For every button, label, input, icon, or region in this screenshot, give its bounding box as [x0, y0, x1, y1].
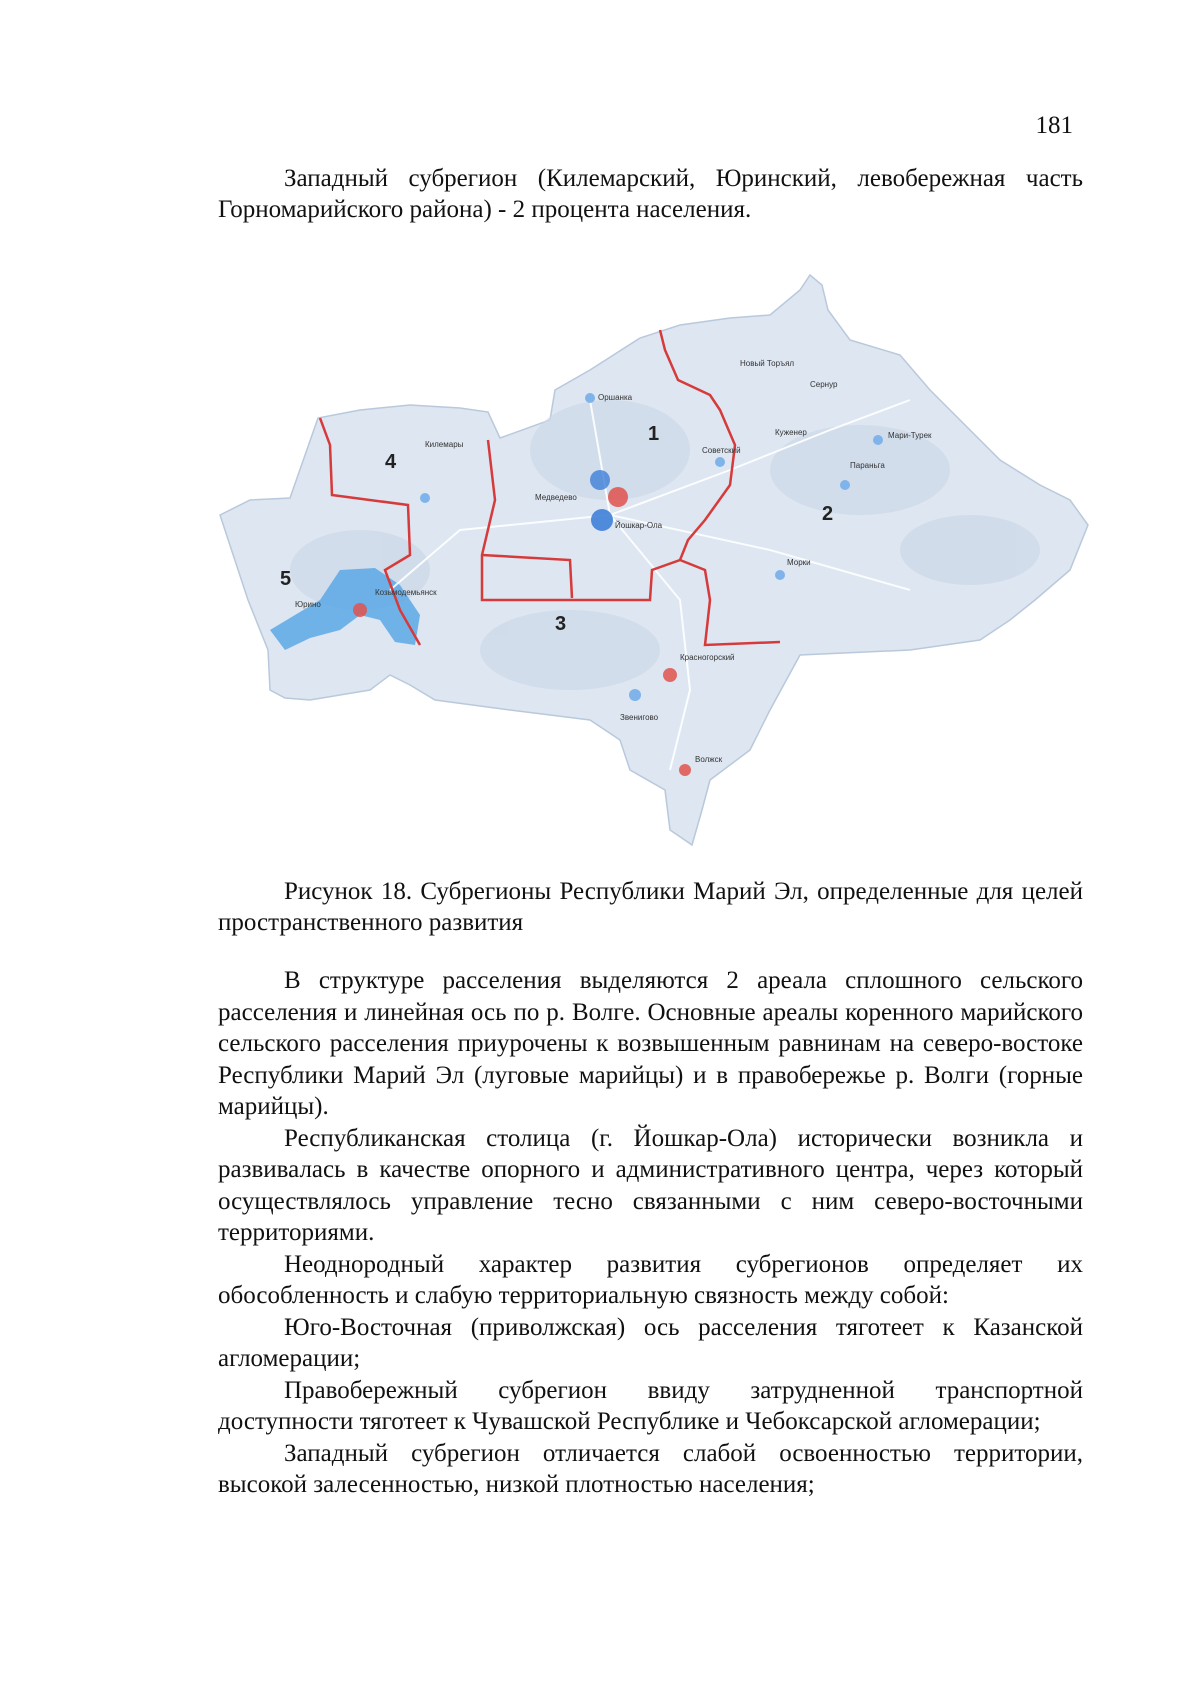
town-volzhsk: Волжск	[695, 755, 723, 764]
marker-krasnogorskiy	[663, 668, 677, 682]
marker-orshanka	[585, 393, 595, 403]
town-morki: Морки	[787, 558, 811, 567]
town-paranga: Параньга	[850, 461, 885, 470]
body-paragraph-6: Западный субрегион отличается слабой освоенностью территории, высокой залесенностью, низкой плотностью населения;	[218, 1439, 1083, 1498]
town-krasnogorskiy: Красногорский	[680, 653, 735, 662]
body-text	[218, 965, 1083, 1501]
marker-kilemary	[420, 493, 430, 503]
town-noviy-toryal: Новый Торъял	[740, 359, 795, 368]
marker-yoshkar-ola-blue	[591, 509, 613, 531]
body-paragraph-3: Неоднородный характер развития субрегионов определяет их обособленность и слабую территориальную связность между собой:	[218, 1250, 1083, 1309]
marker-yoshkar-ola-red	[608, 487, 628, 507]
marker-zvenigovo	[629, 689, 641, 701]
body-paragraph-1: В структуре расселения выделяются 2 ареала сплошного сельского расселения и линейная ось по р. Волге. Основные ареалы коренного марийского сельского расселения приурочены к возвышенным равнинам на северо-востоке Республики Марий Эл (луговые марийцы) и в правобережье р. Волги (горные марийцы).	[218, 967, 1083, 1120]
town-medvedevo: Медведево	[535, 493, 577, 502]
town-kozmodemyansk: Козьмодемьянск	[375, 588, 437, 597]
marker-medvedevo	[590, 470, 610, 490]
region-label-3: 3	[555, 613, 567, 635]
town-kilemary: Килемары	[425, 440, 464, 449]
town-kuzhener: Куженер	[775, 428, 807, 437]
region-label-5: 5	[280, 568, 292, 590]
subregions-map	[210, 270, 1090, 860]
body-paragraph-4: Юго-Восточная (приволжская) ось расселения тяготеет к Казанской агломерации;	[218, 1313, 1083, 1372]
town-yurino: Юрино	[295, 600, 321, 609]
town-orshanka: Оршанка	[598, 393, 633, 402]
marker-paranga	[840, 480, 850, 490]
marker-morki	[775, 570, 785, 580]
marker-sovetskiy	[715, 457, 725, 467]
marker-volzhsk	[679, 764, 691, 776]
town-sernur: Сернур	[810, 380, 838, 389]
figure-map	[210, 270, 1090, 860]
town-yoshkar-ola: Йошкар-Ола	[615, 521, 663, 530]
intro-paragraph: Западный субрегион (Килемарский, Юринский, левобережная часть Горномарийского района) - 2 процента населения.	[218, 165, 1083, 223]
region-label-4: 4	[385, 451, 397, 473]
region-label-1: 1	[648, 423, 660, 445]
figure-caption: Рисунок 18. Субрегионы Республики Марий Эл, определенные для целей пространственного развития	[218, 878, 1083, 936]
town-sovetskiy: Советский	[702, 446, 741, 455]
marker-kozmodemyansk	[353, 603, 367, 617]
page-number: 181	[1035, 112, 1073, 139]
marker-mari-turek	[873, 435, 883, 445]
body-paragraph-5: Правобережный субрегион ввиду затрудненной транспортной доступности тяготеет к Чувашской Республике и Чебоксарской агломерации;	[218, 1376, 1083, 1435]
body-paragraph-2: Республиканская столица (г. Йошкар-Ола) исторически возникла и развивалась в качестве опорного и административного центра, через который осуществлялось управление тесно связанными с ним северо-восточными территориями.	[218, 1124, 1083, 1246]
town-mari-turek: Мари-Турек	[888, 431, 932, 440]
town-zvenigovo: Звенигово	[620, 713, 659, 722]
region-label-2: 2	[822, 503, 834, 525]
